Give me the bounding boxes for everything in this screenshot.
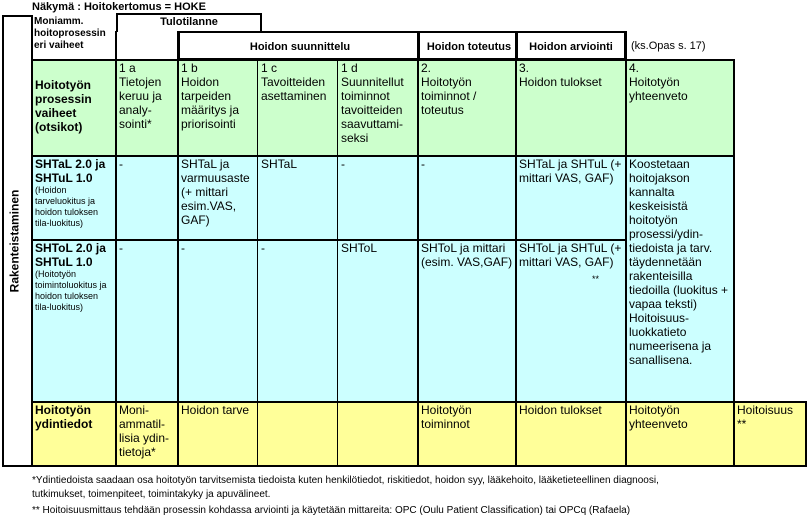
side-label: Rakenteistaminen [7, 189, 22, 293]
core-cell: Hoitotyön yhteenveto [626, 402, 734, 466]
grid-line [31, 15, 33, 467]
shtal-cell: SHTaL [258, 156, 338, 240]
shtol-cell: SHToL [338, 240, 418, 402]
core-cell: Hoidon tarve [178, 402, 258, 466]
shtal-cell: SHTaL ja varmuusaste (+ mittari esim.VAS, GAF) [178, 156, 258, 240]
footnote: tutkimukset, toimenpiteet, toimintakyky ja apuvälineet. [32, 489, 271, 500]
core-cell: Hoidon tulokset [516, 402, 626, 466]
grid-line [733, 60, 735, 467]
header-tulotilanne: Tulotilanne [116, 13, 262, 32]
grid-line [31, 59, 735, 61]
phase-cell: 1 b Hoidon tarpeiden määritys ja priorisointi [178, 60, 258, 156]
row-shtal-label: SHTaL 2.0 ja SHTuL 1.0 (Hoidon tarveluokitus ja hoidon tuloksen tila-luokitus) [32, 156, 116, 240]
shtal-cell: - [418, 156, 516, 240]
grid-line [31, 401, 807, 403]
header-row-label: Moniamm. hoitoprosessin eri vaiheet [34, 16, 106, 51]
grid-line [31, 239, 627, 241]
core-cell [338, 402, 418, 466]
shtal-cell: - [116, 156, 178, 240]
grid-line [31, 465, 807, 467]
footnote: ** Hoitoisuusmittaus tehdään prosessin kohdassa arviointi ja käytetään mittareita: OPC (Oulu Patient Classification) tai OPCq (Rafaela) [32, 505, 631, 516]
header-reference: (ks.Opas s. 17) [631, 40, 706, 52]
grid-line [805, 401, 807, 467]
core-cell: Moni-ammatil-lisia ydin-tietoja* [116, 402, 178, 466]
header-suunnittelu: Hoidon suunnittelu [178, 31, 420, 60]
shtol-cell: SHToL ja SHTuL (+ mittari VAS, GAF) ** [516, 240, 626, 402]
header-arviointi: Hoidon arviointi [516, 31, 626, 60]
phase-cell: 1 a Tietojen keruu ja analy-sointi* [116, 60, 178, 156]
row-phases-label: Hoitotyön prosessin vaiheet (otsikot) [32, 60, 116, 156]
view-title: Näkymä : Hoitokertomus = HOKE [32, 1, 206, 13]
phase-cell: 2. Hoitotyön toiminnot / toteutus [418, 60, 516, 156]
shtol-cell: SHToL ja mittari (esim. VAS,GAF) [418, 240, 516, 402]
phase-cell: 1 c Tavoitteiden asettaminen [258, 60, 338, 156]
shtal-cell: SHTaL ja SHTuL (+ mittari VAS, GAF) [516, 156, 626, 240]
note-marker: ** [592, 274, 600, 284]
footnote: *Ydintiedoista saadaan osa hoitotyön tarvitsemista tiedoista kuten henkilötiedot, riskitiedot, hoidon syy, lääkehoito, lääketieteellinen diagnoosi, [32, 475, 659, 486]
phase-cell: 3. Hoidon tulokset [516, 60, 626, 156]
header-toteutus: Hoidon toteutus [418, 31, 518, 60]
grid-line [31, 155, 735, 157]
shtal-cell: - [338, 156, 418, 240]
core-extra-cell: Hoitoisuus ** [734, 402, 806, 466]
grid-line [257, 60, 258, 467]
phase-cell: 4. Hoitotyön yhteenveto [626, 60, 734, 156]
row-core-label: Hoitotyön ydintiedot [32, 402, 116, 466]
core-cell: Hoitotyön toiminnot [418, 402, 516, 466]
phase-cell: 1 d Suunnitellut toiminnot tavoitteiden saavuttami-seksi [338, 60, 418, 156]
shtol-cell: - [116, 240, 178, 402]
shtol-cell: - [178, 240, 258, 402]
grid-line [337, 60, 338, 467]
summary-cell: Koostetaan hoitojakson kannalta keskeisistä hoitotyön prosessi/ydin-tiedoista ja tarv. täydennetään rakenteisilla tiedoilla (luokitus + vapaa teksti) Hoitoisuus-luokkatieto numeerisena ja sanallisena. [626, 156, 734, 402]
core-cell [258, 402, 338, 466]
row-shtol-label: SHToL 2.0 ja SHTuL 1.0 (Hoitotyön toimintoluokitus ja hoidon tuloksen tila-luokitus) [32, 240, 116, 402]
shtol-cell: - [258, 240, 338, 402]
